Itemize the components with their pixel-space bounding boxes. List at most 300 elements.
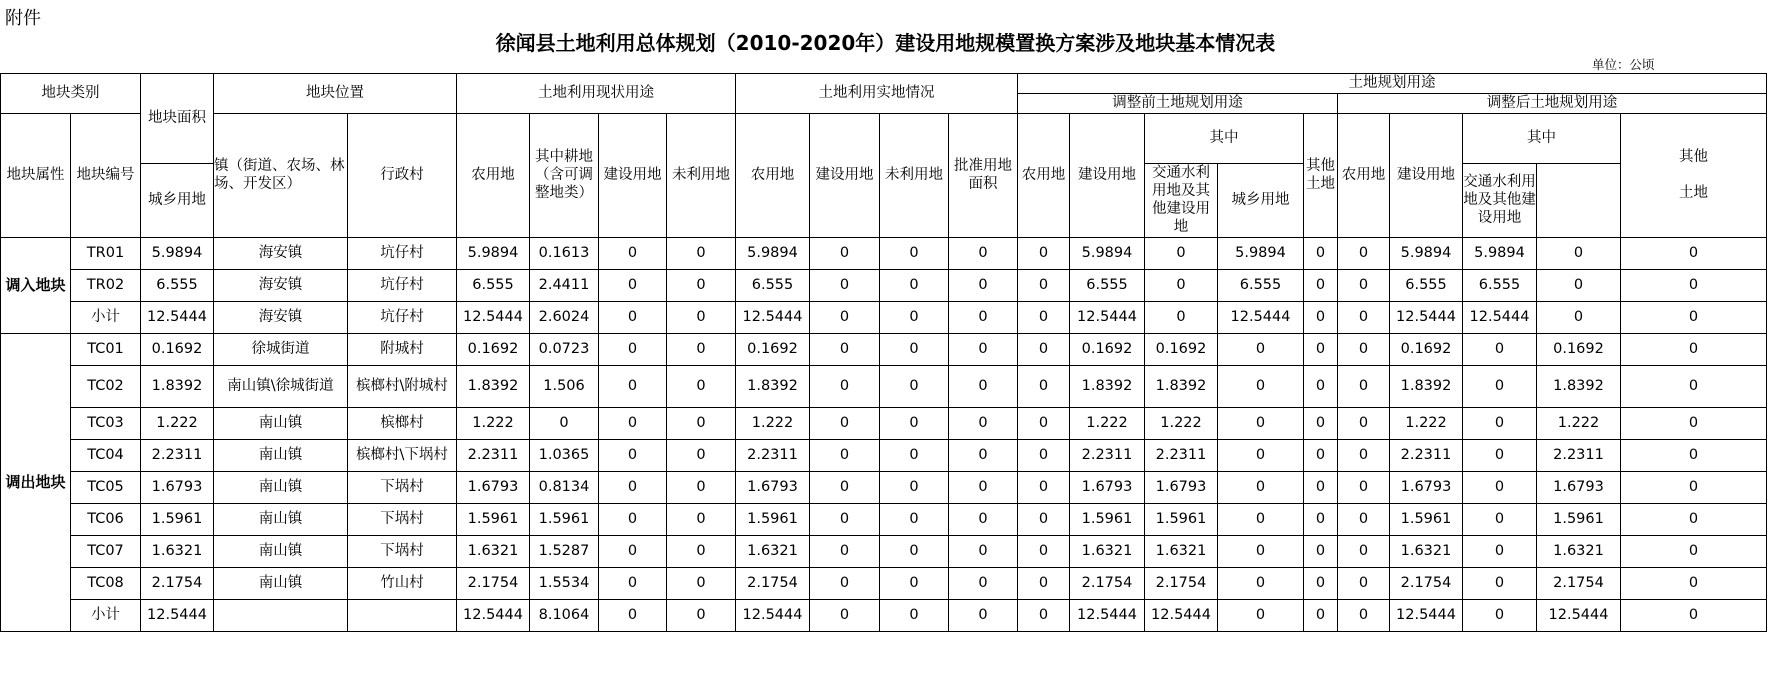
table-cell: 5.9894 [1463,237,1537,269]
table-cell: 1.6321 [1537,535,1621,567]
table-cell: 1.5961 [141,503,214,535]
table-cell: 1.6321 [141,535,214,567]
table-cell: 0 [880,599,949,631]
table-cell: 1.8392 [1145,365,1218,407]
table-cell [348,599,457,631]
table-cell: 0.1613 [530,237,599,269]
table-cell: 0 [949,599,1018,631]
table-cell: 0 [1537,269,1621,301]
table-cell: 0.1692 [1070,333,1145,365]
table-cell: 0 [1304,365,1338,407]
table-cell: 0 [1621,439,1767,471]
table-cell: 0 [599,333,667,365]
table-cell: 0 [1537,301,1621,333]
table-cell: 0 [810,471,880,503]
table-cell: 5.9894 [1070,237,1145,269]
table-cell: 0 [880,503,949,535]
table-cell: 0 [1338,237,1390,269]
table-cell: TC03 [71,407,141,439]
header-before-urban-rural: 城乡用地 [141,164,214,238]
table-row [1,333,1767,365]
table-cell: 0 [1018,599,1070,631]
table-cell: 小计 [71,599,141,631]
table-cell: 0 [1218,599,1304,631]
table-cell: 1.6321 [736,535,810,567]
table-cell: 0 [880,439,949,471]
table-cell: 12.5444 [1390,301,1463,333]
table-cell: 0 [667,599,736,631]
table-cell: 2.1754 [1537,567,1621,599]
table-cell: 0 [1018,333,1070,365]
table-cell: 0 [949,567,1018,599]
table-cell: TR01 [71,237,141,269]
table-cell: 1.222 [1390,407,1463,439]
table-cell: 2.1754 [1070,567,1145,599]
header-before-transport-water: 交通水利用地及其他建设用地 [1145,164,1218,238]
table-cell: 0 [810,237,880,269]
table-cell: 0 [667,333,736,365]
table-cell: 1.8392 [1070,365,1145,407]
table-cell: 0 [810,301,880,333]
table-cell: 0 [880,567,949,599]
table-cell: 0 [810,365,880,407]
table-cell: 0 [1621,503,1767,535]
table-cell: 1.222 [1070,407,1145,439]
header-before-other [1304,114,1338,238]
table-cell: 坑仔村 [348,237,457,269]
table-cell: 0 [949,269,1018,301]
table-cell: 0 [1621,471,1767,503]
table-row [1,237,1767,269]
table-cell: 6.555 [1218,269,1304,301]
table-cell: 0 [1018,503,1070,535]
table-cell: 1.222 [736,407,810,439]
table-row [1,471,1767,503]
table-cell: 0 [1304,237,1338,269]
table-cell: 2.2311 [1145,439,1218,471]
table-cell: 0 [667,269,736,301]
table-row [1,567,1767,599]
table-cell: 2.1754 [1145,567,1218,599]
table-cell: 0 [1018,471,1070,503]
table-cell: 0 [1018,567,1070,599]
table-cell: 1.6793 [457,471,530,503]
table-cell: 1.8392 [1390,365,1463,407]
header-before-of-which: 其中 [1145,114,1304,164]
table-cell: 1.6321 [1070,535,1145,567]
table-cell: 0 [667,567,736,599]
table-cell: 0 [1463,471,1537,503]
table-cell: 12.5444 [1537,599,1621,631]
table-cell: 0 [949,407,1018,439]
header-before-construction: 建设用地 [1070,114,1145,238]
table-cell: 12.5444 [141,599,214,631]
table-cell: 1.5961 [1390,503,1463,535]
table-cell: 12.5444 [1218,301,1304,333]
table-cell: 0 [1304,567,1338,599]
table-cell: 6.555 [736,269,810,301]
table-cell: 0 [1338,471,1390,503]
table-cell: 0 [880,333,949,365]
table-cell [214,599,348,631]
table-cell: 0 [949,535,1018,567]
table-cell: 0 [667,407,736,439]
table-cell: 0 [599,567,667,599]
table-cell: 0 [599,503,667,535]
table-cell: 1.6793 [141,471,214,503]
header-town: 镇（街道、农场、林场、开发区） [214,114,348,238]
table-cell: 12.5444 [457,599,530,631]
table-cell: 0 [949,237,1018,269]
table-cell: 0 [880,535,949,567]
table-cell: 0.1692 [141,333,214,365]
table-cell: 0 [810,333,880,365]
table-cell: 1.8392 [736,365,810,407]
table-cell: 0 [1018,301,1070,333]
table-cell: 12.5444 [457,301,530,333]
table-cell: 0 [810,535,880,567]
table-cell: 0 [1304,503,1338,535]
table-cell: 1.6321 [457,535,530,567]
header-current-construction: 建设用地 [599,114,667,238]
table-cell: 0 [1018,439,1070,471]
header-actual-situation: 土地利用实地情况 [736,74,1018,114]
table-cell: 0 [880,301,949,333]
header-current-unused: 未利用地 [667,114,736,238]
table-cell: 0 [1463,407,1537,439]
header-before-other-line2: 土地 [1306,176,1335,193]
table-cell: 2.2311 [1390,439,1463,471]
header-actual-farm: 农用地 [736,114,810,238]
header-after-construction: 建设用地 [1390,114,1463,238]
table-cell: 0 [1218,439,1304,471]
table-cell: 南山镇 [214,471,348,503]
table-cell: 0 [667,365,736,407]
table-cell: 0 [1304,407,1338,439]
header-block-attr: 地块属性 [1,114,71,238]
table-cell: 0 [1018,535,1070,567]
table-cell: 0 [1145,237,1218,269]
table-row [1,439,1767,471]
table-cell: 0 [1338,599,1390,631]
table-cell: 0 [1218,567,1304,599]
table-cell: 0 [599,439,667,471]
table-cell: 0 [810,599,880,631]
table-cell: 12.5444 [1463,301,1537,333]
table-cell: 1.8392 [457,365,530,407]
table-cell: 0 [599,237,667,269]
table-cell: 0 [599,599,667,631]
table-cell: 下埚村 [348,535,457,567]
attachment-label: 附件 [5,8,41,29]
table-cell: 0 [1338,269,1390,301]
header-after-transport-water: 交通水利用地及其他建设用地 [1463,164,1537,238]
table-cell: 0 [810,567,880,599]
table-cell: 0 [1621,269,1767,301]
table-cell: 5.9894 [141,237,214,269]
table-cell: 0 [810,407,880,439]
header-current-arable: 其中耕地（含可调整地类） [530,114,599,238]
header-after-adjust: 调整后土地规划用途 [1338,94,1767,114]
group-label: 调入地块 [1,237,71,333]
table-row [1,407,1767,439]
table-cell: 0 [1621,599,1767,631]
table-cell: 1.222 [141,407,214,439]
table-cell: 0 [880,237,949,269]
table-cell: 2.2311 [736,439,810,471]
table-cell: 1.506 [530,365,599,407]
table-cell: 5.9894 [736,237,810,269]
table-cell: 0 [1621,407,1767,439]
table-cell: 附城村 [348,333,457,365]
table-cell: 0.1692 [1145,333,1218,365]
table-cell: 0 [880,365,949,407]
table-cell: 2.2311 [141,439,214,471]
header-after-other-line2: 土地 [1679,185,1708,202]
table-row [1,599,1767,631]
unit-label: 单位：公顷 [1592,57,1655,72]
table-row [1,365,1767,407]
table-cell: 0 [1218,333,1304,365]
table-cell: 下埚村 [348,503,457,535]
table-cell: 1.8392 [141,365,214,407]
table-cell: 1.6321 [1390,535,1463,567]
table-cell: 0 [949,503,1018,535]
table-cell: 坑仔村 [348,269,457,301]
table-cell: 0 [599,535,667,567]
table-cell: 0 [1218,535,1304,567]
table-cell: 0 [1537,237,1621,269]
table-cell: 0 [1338,439,1390,471]
table-body [1,237,1767,631]
table-cell: 0.0723 [530,333,599,365]
land-block-table [0,73,1767,632]
table-cell: 下埚村 [348,471,457,503]
table-cell: 0 [1463,599,1537,631]
table-cell: 0 [599,365,667,407]
header-before-adjust: 调整前土地规划用途 [1018,94,1338,114]
table-cell: 0 [949,471,1018,503]
header-after-of-which: 其中 [1463,114,1621,164]
table-cell: 南山镇 [214,567,348,599]
table-cell: 0 [1304,535,1338,567]
table-cell: 1.5961 [1145,503,1218,535]
table-cell: 1.6793 [1537,471,1621,503]
table-row [1,535,1767,567]
table-cell: 0 [1338,365,1390,407]
table-cell: 1.6793 [736,471,810,503]
table-cell: 0 [810,439,880,471]
table-cell: 0 [667,535,736,567]
table-cell: 0 [1018,365,1070,407]
table-cell: 0 [1145,301,1218,333]
table-cell: 0 [1621,301,1767,333]
header-approved-area: 批准用地面积 [949,114,1018,238]
table-cell: 0 [1304,269,1338,301]
table-cell: 0 [1145,269,1218,301]
table-cell: 2.2311 [1537,439,1621,471]
header-after-farm: 农用地 [1338,114,1390,238]
table-cell: 0.8134 [530,471,599,503]
table-cell: TC07 [71,535,141,567]
table-cell: 竹山村 [348,567,457,599]
table-cell: 1.5287 [530,535,599,567]
table-cell: 0 [1338,333,1390,365]
table-cell: 南山镇\徐城街道 [214,365,348,407]
header-block-category: 地块类别 [1,74,141,114]
table-cell: 南山镇 [214,439,348,471]
table-cell: 0 [599,407,667,439]
table-cell: 12.5444 [736,301,810,333]
table-cell: 6.555 [1070,269,1145,301]
table-cell: 0 [530,407,599,439]
table-cell: 0 [949,333,1018,365]
table-row [1,301,1767,333]
table-cell: 0 [1338,567,1390,599]
table-cell: 0 [1304,301,1338,333]
table-cell: TR02 [71,269,141,301]
table-cell: 0 [1463,365,1537,407]
table-cell: 12.5444 [141,301,214,333]
table-cell: 0 [1218,407,1304,439]
header-after-other [1621,114,1767,238]
table-cell: 0 [1338,535,1390,567]
table-cell: 0.1692 [1537,333,1621,365]
table-cell: 12.5444 [736,599,810,631]
table-cell: TC01 [71,333,141,365]
table-cell: 1.6793 [1390,471,1463,503]
table-cell: 0 [1463,503,1537,535]
header-block-area: 地块面积 [141,74,214,164]
table-cell: 0 [1621,237,1767,269]
table-cell: 0 [880,269,949,301]
table-cell: 0 [667,503,736,535]
table-cell: 槟榔村\下埚村 [348,439,457,471]
header-actual-unused: 未利用地 [880,114,949,238]
table-cell: 0 [667,471,736,503]
header-before-farm: 农用地 [1018,114,1070,238]
table-cell: 6.555 [457,269,530,301]
table-cell: 0 [949,301,1018,333]
table-cell: 0.1692 [457,333,530,365]
header-actual-construction: 建设用地 [810,114,880,238]
table-cell: TC04 [71,439,141,471]
table-cell: 0 [1304,439,1338,471]
table-row [1,503,1767,535]
table-cell: 0 [667,439,736,471]
table-cell: 0 [1463,439,1537,471]
table-cell: 2.6024 [530,301,599,333]
table-cell: 0.1692 [736,333,810,365]
header-village: 行政村 [348,114,457,238]
table-cell: 海安镇 [214,237,348,269]
table-cell: 12.5444 [1390,599,1463,631]
table-cell: 0 [1338,407,1390,439]
table-cell: 0 [1218,503,1304,535]
table-cell: 0 [810,503,880,535]
table-cell: 0 [880,471,949,503]
table-cell: 1.6793 [1145,471,1218,503]
table-cell: 0 [599,471,667,503]
table-cell: 0 [949,439,1018,471]
table-cell: 5.9894 [457,237,530,269]
table-cell: 0 [1338,503,1390,535]
table-cell: 0 [1304,599,1338,631]
table-cell: 0 [1621,365,1767,407]
table-cell: 2.2311 [1070,439,1145,471]
table-cell: 2.2311 [457,439,530,471]
table-cell: 0 [1621,535,1767,567]
table-cell: 1.222 [1537,407,1621,439]
table-cell: 5.9894 [1218,237,1304,269]
header-planned-use: 土地规划用途 [1018,74,1767,94]
table-cell: 1.5961 [736,503,810,535]
table-cell: 0 [667,237,736,269]
table-cell: 1.5534 [530,567,599,599]
table-cell: 1.6793 [1070,471,1145,503]
table-cell: 0 [949,365,1018,407]
table-cell: 5.9894 [1390,237,1463,269]
table-cell: 1.222 [457,407,530,439]
table-cell: 0 [1621,333,1767,365]
table-cell: 2.4411 [530,269,599,301]
table-cell: 槟榔村 [348,407,457,439]
table-cell: 0 [1463,567,1537,599]
table-cell: 0 [599,269,667,301]
table-cell: 2.1754 [736,567,810,599]
header-before-other-line1: 其他 [1306,158,1335,175]
table-cell: 1.5961 [457,503,530,535]
table-cell: 1.5961 [1537,503,1621,535]
table-cell: 南山镇 [214,407,348,439]
table-cell: 0 [1018,269,1070,301]
table-cell: 2.1754 [1390,567,1463,599]
table-cell: 南山镇 [214,503,348,535]
table-cell: 0 [1463,333,1537,365]
table-cell: 小计 [71,301,141,333]
table-cell: 8.1064 [530,599,599,631]
table-cell: 0 [1018,407,1070,439]
table-cell: 0 [810,269,880,301]
header-after-other-line1: 其他 [1679,149,1708,166]
table-cell: 1.0365 [530,439,599,471]
table-cell: 0 [1463,535,1537,567]
table-cell: 0 [599,301,667,333]
group-label: 调出地块 [1,333,71,631]
table-cell: TC02 [71,365,141,407]
table-cell: 0 [1338,301,1390,333]
page-title: 徐闻县土地利用总体规划（2010-2020年）建设用地规模置换方案涉及地块基本情况表 [495,31,1276,55]
table-cell: 0 [1218,471,1304,503]
header-block-location: 地块位置 [214,74,457,114]
table-cell: 2.1754 [457,567,530,599]
table-cell: 6.555 [1463,269,1537,301]
table-cell: 南山镇 [214,535,348,567]
table-cell: TC05 [71,471,141,503]
table-cell: 1.6321 [1145,535,1218,567]
table-cell: TC08 [71,567,141,599]
table-cell: 海安镇 [214,269,348,301]
table-cell: 0 [1304,471,1338,503]
table-cell: 坑仔村 [348,301,457,333]
table-cell: 12.5444 [1145,599,1218,631]
header-block-no: 地块编号 [71,114,141,238]
table-cell: 0 [1018,237,1070,269]
table-cell: 0.1692 [1390,333,1463,365]
table-cell: 0 [1218,365,1304,407]
table-cell: 槟榔村\附城村 [348,365,457,407]
table-cell: 6.555 [141,269,214,301]
